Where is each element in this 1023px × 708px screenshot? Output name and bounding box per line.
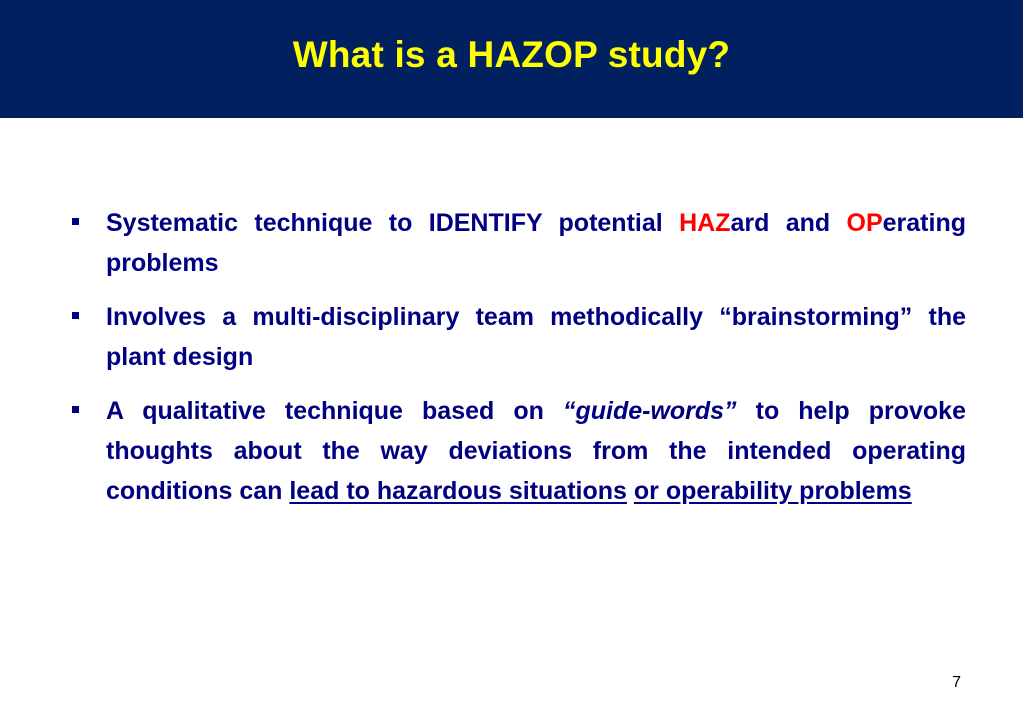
square-bullet-icon (72, 406, 79, 413)
bullet-text: Involves a multi-disciplinary team methodically “brainstorming” the plant design (106, 303, 966, 371)
bullet-text: erating problems (106, 209, 966, 277)
hazardous-situations-underlined-text: lead to hazardous situations (289, 477, 627, 505)
bullet-list (70, 203, 966, 511)
haz-highlight: HAZ (679, 209, 731, 237)
text-gap (627, 477, 634, 505)
slide-title: What is a HAZOP study? (292, 34, 731, 75)
guide-words: “guide-words” (562, 397, 737, 425)
square-bullet-icon (72, 312, 79, 319)
op-highlight: OP (846, 209, 883, 237)
bullet-systematic-technique (70, 203, 966, 283)
page-number: 7 (952, 674, 961, 691)
bullet-text: A qualitative technique based on (106, 397, 563, 425)
slide-content (70, 203, 966, 525)
bullet-multidisciplinary-team (70, 297, 966, 377)
square-bullet-icon (72, 218, 79, 225)
bullet-text: to help provoke thoughts about the way deviations from the intended operating conditions can (106, 397, 966, 505)
bullet-qualitative-technique (70, 391, 966, 511)
bullet-text: Systematic technique to IDENTIFY potential (106, 209, 680, 237)
bullet-text: ard and (730, 209, 847, 237)
operability-problems-underlined-text: or operability problems (633, 477, 912, 505)
title-bar (0, 0, 1023, 118)
